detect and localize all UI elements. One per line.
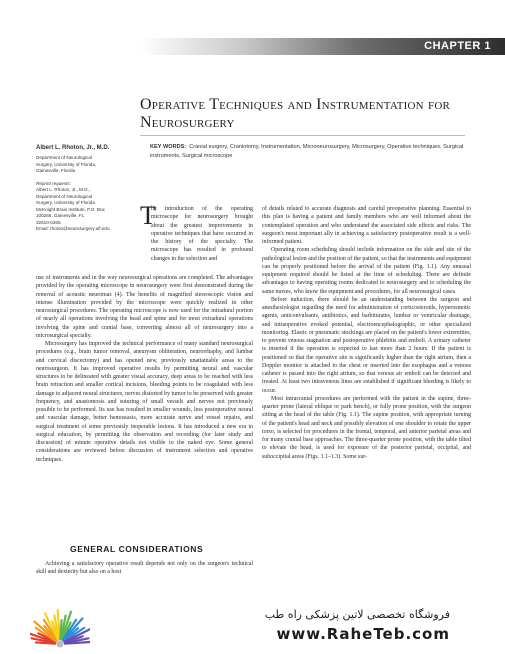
- raheteb-logo-icon: [30, 604, 90, 650]
- section-heading: GENERAL CONSIDERATIONS: [70, 544, 204, 554]
- reprint-line: Department of Neurological: [36, 193, 92, 199]
- article-title: [140, 96, 470, 132]
- article-title-line2: Neurosurgery: [140, 114, 235, 131]
- body-paragraph: Before induction, there should be an understanding between the surgeon and anesthesiologist regarding the need for administration of corticosteroids, hyperosmotic agents, anticonvulsants, antibiotics, and barbiturates, lumbar or ventricular drainage, and intraoperative evoked potential, electroencephalographic, or other specialized monitoring. Elastic or pneumatic stockings are placed on the patient's lower extremities, to prevent venous stagnation and postoperative phlebitis and emboli. A urinary catheter is inserted if the operation is expected to last more than 2 hours. If the patient is positioned so that the operative site is significantly higher than the right atrium, then a Doppler monitor is attached to the chest or inserted into the esophagus and a venous catheter is passed into the right atrium, so that venous air emboli can be detected and treated. At least two intravenous lines are established if significant bleeding is likely to occur.: [262, 296, 471, 394]
- reprint-label: Reprint requests:: [36, 180, 71, 186]
- chapter-label: CHAPTER 1: [424, 40, 491, 52]
- affiliation-line: Gainesville, Florida: [36, 168, 76, 173]
- author-block: [36, 144, 132, 233]
- chapter-banner: [140, 38, 505, 55]
- body-paragraph: Operating room scheduling should include information on the side and site of the pathological lesion and the position of the patient, so that the instruments and equipment can be properly positioned before the arrival of the patient (Fig. 1.1). Any unusual equipment required should be listed at the time of scheduling. There are definite advantages to having operating rooms dedicated to neurosurgery and to scheduling the same nurses, who know the equipment and procedures, for all neurosurgical cases.: [262, 247, 471, 295]
- body-paragraph: Achieving a satisfactory operative result depends not only on the surgeon's technical skill and dexterity but also on a host: [36, 561, 253, 576]
- right-column: [262, 205, 471, 461]
- affiliation-line: Department of Neurological: [36, 155, 92, 160]
- body-paragraph: Most intracranial procedures are performed with the patient in the supine, three-quarter prone (lateral oblique or park bench), or fully prone position, with the surgeon sitting at the head of the table (Fig. 1.1). The supine position, with appropriate turning of the patient's head and neck and possibly elevation of one shoulder to rotate the upper torso, is selected for procedures in the frontal, temporal, and anterior parietal areas and for many cranial base approaches. The three-quarter prone position, with the table tilted to elevate the head, is used for exposure of the posterior parietal, occipital, and suboccipital areas (Figs. 1.1–1.3). Some sur-: [262, 395, 471, 460]
- body-paragraph: of details related to accurate diagnosis and careful preoperative planning. Essential to this plan is having a patient and family members who are well informed about the contemplated operation and who understand the associated side effects and risks. The surgeon's most important ally in achieving a satisfactory postoperative result is a well-informed patient.: [262, 206, 471, 245]
- reprint-line: Surgery, University of Florida: [36, 200, 95, 205]
- store-name-persian: فروشگاه تخصصی لاتین پزشکی راه طب: [264, 608, 450, 621]
- left-column-bottom: [36, 560, 253, 577]
- keywords: [150, 143, 470, 160]
- keywords-label: KEY WORDS:: [150, 144, 187, 150]
- intro-text: he introduction of the operating microscope for neurosurgery brought about the greatest improvements in operative techniques that have occurred in the history of the specialty. The microscope has resulted in profound changes in the selection and: [151, 206, 253, 262]
- intro-paragraph: [151, 205, 253, 263]
- title-divider: [140, 135, 465, 136]
- reprint-line: Albert L. Rhoton, Jr., M.D.,: [36, 187, 91, 192]
- keywords-text: Cranial surgery, Craniotomy, Instrumentation, Microneurosurgery, Microsurgery, Operative techniques, Surgical instruments, Surgical microscope: [150, 144, 464, 159]
- reprint-line: 100265, Gainesville, FL: [36, 213, 85, 218]
- author-name: Albert L. Rhoton, Jr., M.D.: [36, 145, 110, 151]
- reprint-line: McKnight Brain Institute, P.O. Box: [36, 206, 105, 212]
- body-paragraph: use of instruments and in the way neurosurgical operations are completed. The advantages provided by the operating microscope in neurosurgery were first demonstrated during the removal of acoustic neuromas (4). The benefits of magnified stereoscopic vision and intense illumination provided by the microscope were quickly realized in other neurosurgical procedures. The operating microscope is now used for the intradural portion of nearly all operations involving the head and spine and for most extradural operations involving the spine and cranial base, converting almost all of neurosurgery into a microsurgical specialty.: [36, 275, 253, 339]
- affiliation-line: Surgery, University of Florida,: [36, 161, 97, 167]
- left-column: [36, 274, 253, 464]
- body-paragraph: Microsurgery has improved the technical performance of many standard neurosurgical procedures (e.g., brain tumor removal, aneurysm obliteration, neurorrhaphy, and lumbar and cervical discectomy) and has opened new, previously unattainable areas to the neurosurgeon. It has improved operative results by permitting neural and vascular structures to be delineated with greater visual accuracy, deep areas to be reached with less brain retraction and smaller cortical incisions, bleeding points to be coagulated with less damage to adjacent neural structures, nerves distorted by tumor to be preserved with greater frequency, and anastomosis and suturing of small vessels and nerves not previously possible to be performed. Its use has resulted in smaller wounds, less postoperative neural and vascular damage, better hemostasis, more accurate nerve and vessel repairs, and surgical treatment of some previously inoperable lesions. It has introduced a new era in surgical education, by permitting the observation and recording (for later study and discussion) of minute operative details not visible to the naked eye. Some general considerations are reviewed before discussion of instrument selection and operative techniques.: [36, 341, 253, 463]
- reprint-line: 32610-0265.: [36, 219, 62, 225]
- reprint-email: Email: rhoton@neurosurgery.ufl.edu: [36, 226, 110, 231]
- drop-cap: T: [140, 201, 156, 230]
- store-url: www.RaheTeb.com: [276, 625, 450, 643]
- article-title-line1: Operative Techniques and Instrumentation for: [140, 96, 451, 113]
